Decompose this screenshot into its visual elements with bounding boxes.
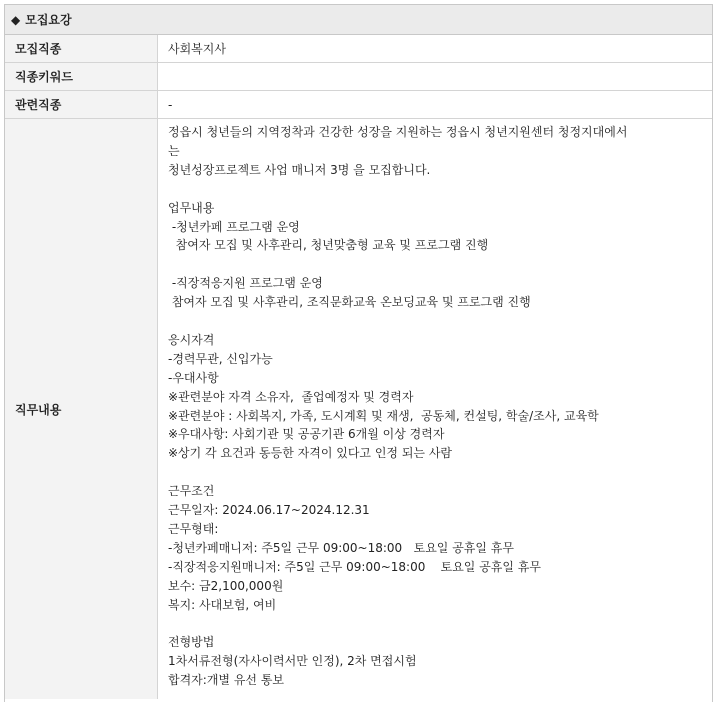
row-value bbox=[158, 63, 712, 90]
description-line: ※관련분야 : 사회복지, 가족, 도시계획 및 재생, 공동체, 컨설팅, 학술/조사, 교육학 bbox=[168, 408, 599, 423]
row-label: 직무내용 bbox=[5, 119, 158, 699]
description-line: 참여자 모집 및 사후관리, 청년맞춤형 교육 및 프로그램 진행 bbox=[168, 238, 489, 253]
diamond-bullet-icon: ◆ bbox=[11, 12, 21, 27]
description-line bbox=[168, 255, 627, 274]
section-title: 모집요강 bbox=[25, 13, 72, 27]
recruitment-panel bbox=[4, 4, 713, 702]
description-line: 근무형태: bbox=[168, 521, 219, 536]
description-line: 정읍시 청년들의 지역정착과 건강한 성장을 지원하는 정읍시 청년지원센터 청정지대에서 bbox=[168, 125, 628, 139]
description-line: -직장적응지원 프로그램 운영 bbox=[168, 276, 323, 291]
row-label: 모집직종 bbox=[5, 35, 158, 62]
row-job-keyword bbox=[5, 63, 712, 91]
description-line: -청년카페 프로그램 운영 bbox=[168, 219, 300, 234]
description-line: 합격자:개별 유선 통보 bbox=[168, 673, 285, 688]
description-line bbox=[168, 312, 627, 331]
description-line bbox=[168, 180, 627, 199]
description-line: 1차서류전형(자사이력서만 인정), 2차 면접시험 bbox=[168, 654, 417, 669]
row-job-type bbox=[5, 35, 712, 63]
description-line: 근무조건 bbox=[168, 484, 215, 499]
description-line: 근무일자: 2024.06.17~2024.12.31 bbox=[168, 503, 370, 518]
row-related-job bbox=[5, 91, 712, 119]
description-line bbox=[168, 615, 627, 634]
row-value bbox=[158, 119, 712, 699]
description-line: 응시자격 bbox=[168, 332, 215, 347]
description-line: -청년카페매니저: 주5일 근무 09:00~18:00 토요일 공휴일 휴무 bbox=[168, 540, 514, 555]
description-line: 보수: 금2,100,000원 bbox=[168, 578, 284, 593]
row-label: 관련직종 bbox=[5, 91, 158, 118]
description-line: 참여자 모집 및 사후관리, 조직문화교육 온보딩교육 및 프로그램 진행 bbox=[168, 295, 531, 310]
description-line: ※우대사항: 사회기관 및 공공기관 6개월 이상 경력자 bbox=[168, 427, 445, 442]
description-line: -경력무관, 신입가능 bbox=[168, 351, 273, 366]
section-header bbox=[5, 5, 712, 35]
description-line: 전형방법 bbox=[168, 635, 215, 650]
description-line: -우대사항 bbox=[168, 370, 219, 385]
description-line: 업무내용 bbox=[168, 200, 215, 215]
description-line: ※관련분야 자격 소유자, 졸업예정자 및 경력자 bbox=[168, 389, 414, 404]
description-line: 복지: 사대보험, 여비 bbox=[168, 597, 277, 612]
description-line bbox=[168, 463, 627, 482]
job-description-text bbox=[168, 123, 627, 690]
description-line: 는 bbox=[168, 143, 180, 158]
row-value: - bbox=[168, 97, 173, 112]
row-value: 사회복지사 bbox=[168, 42, 226, 56]
description-line: 청년성장프로젝트 사업 매니저 3명 을 모집합니다. bbox=[168, 162, 431, 177]
description-line: ※상기 각 요건과 동등한 자격이 있다고 인정 되는 사람 bbox=[168, 446, 453, 461]
row-job-description bbox=[5, 119, 712, 699]
description-line: -직장적응지원매니저: 주5일 근무 09:00~18:00 토요일 공휴일 휴무 bbox=[168, 559, 541, 574]
row-label: 직종키워드 bbox=[5, 63, 158, 90]
